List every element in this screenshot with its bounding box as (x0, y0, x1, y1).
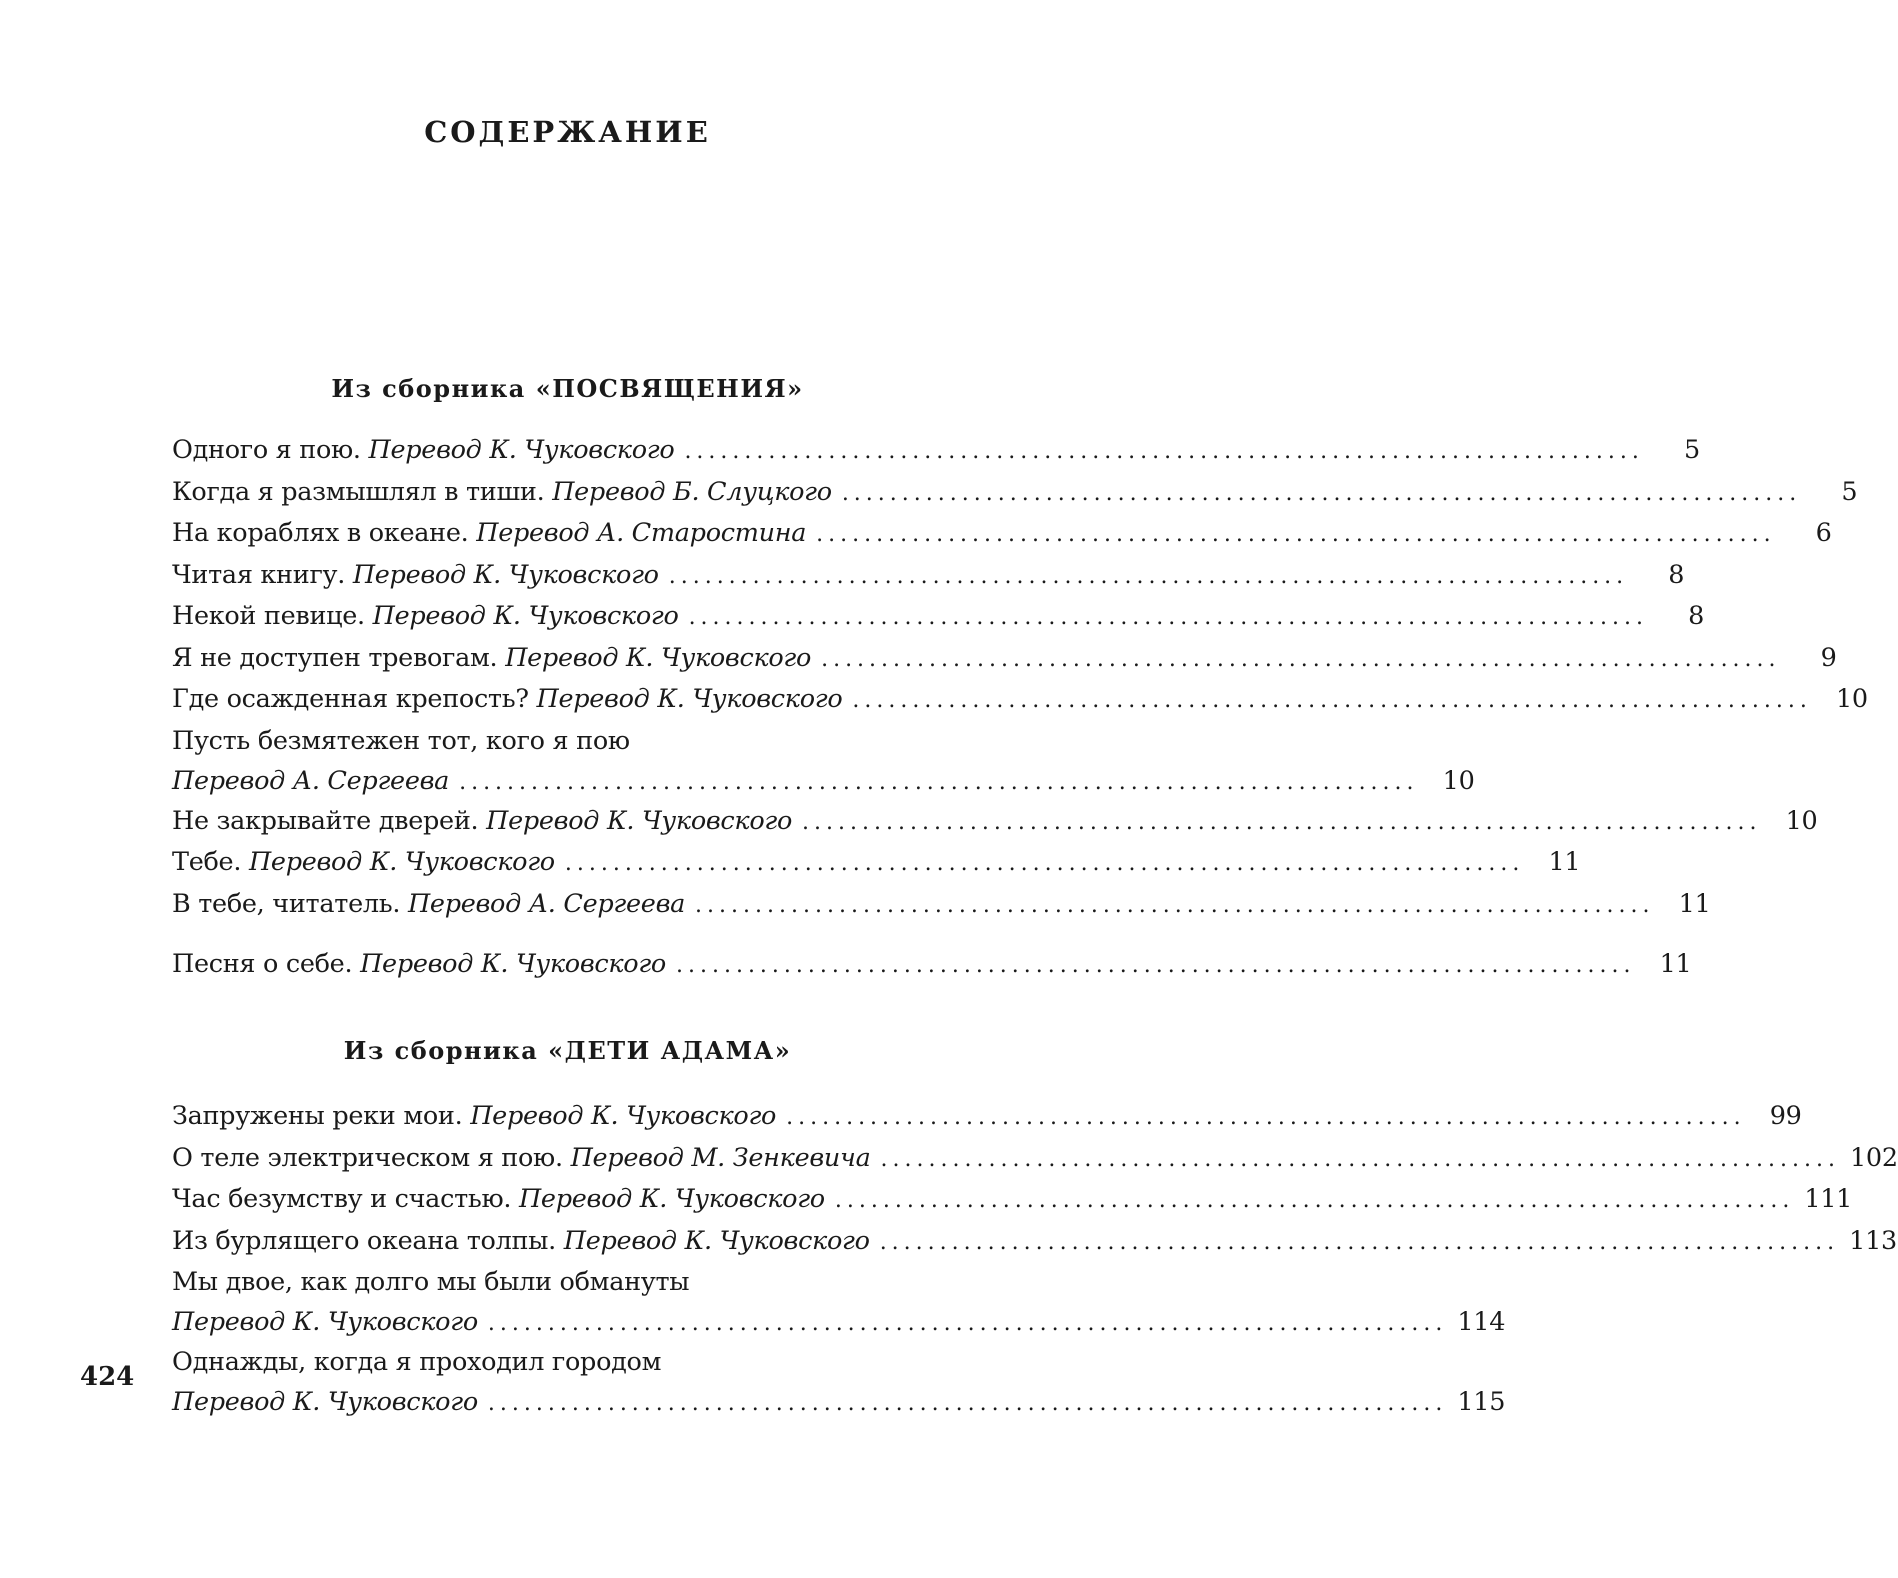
dot-leader: ................................................................................ (880, 1146, 1840, 1172)
toc-entry[interactable] (172, 721, 1475, 801)
entry-translator: Перевод К. Чуковского (368, 435, 675, 465)
entry-page: 113 (1849, 1225, 1897, 1256)
entry-title: Из бурлящего океана толпы. (172, 1225, 556, 1256)
page-number: 424 (80, 1362, 135, 1392)
entry-page: 102 (1849, 1142, 1898, 1173)
entry-translator: Перевод Б. Слуцкого (552, 476, 832, 507)
entry-page: 114 (1457, 1307, 1506, 1337)
dot-leader: ................................................................................ (841, 480, 1802, 506)
toc-entry[interactable] (172, 430, 1700, 472)
dot-leader: ................................................................................ (879, 1229, 1840, 1255)
toc-entry[interactable] (172, 679, 1868, 721)
entry-title: Когда я размышлял в тиши. (172, 476, 545, 507)
entry-translator: Перевод К. Чуковского (352, 559, 659, 590)
entry-title: Не закрывайте дверей. (172, 805, 479, 836)
toc-entry[interactable] (172, 1179, 1853, 1221)
entry-page: 10 (1442, 765, 1475, 796)
dot-leader: ................................................................................ (786, 1105, 1746, 1130)
entry-page: 5 (1683, 435, 1700, 465)
dot-leader: ................................................................................ (668, 563, 1629, 589)
toc-entry[interactable] (172, 1262, 1506, 1342)
toc-list-posvyashcheniya (172, 430, 1868, 986)
entry-page: 8 (1688, 601, 1705, 631)
dot-leader: ................................................................................ (816, 522, 1776, 547)
toc-entry[interactable] (172, 472, 1858, 514)
dot-leader: ................................................................................ (802, 809, 1762, 835)
entry-title: Одного я пою. (172, 435, 361, 465)
toc-entry[interactable] (172, 1221, 1897, 1263)
dot-leader: ................................................................................ (675, 953, 1636, 978)
entry-page: 8 (1668, 559, 1685, 590)
toc-entry[interactable] (172, 638, 1837, 680)
entry-title: Где осажденная крепость? (172, 684, 529, 714)
entry-translator: Перевод К. Чуковского (536, 684, 843, 714)
entry-page: 11 (1659, 949, 1692, 979)
toc-entry[interactable] (172, 1096, 1802, 1138)
toc-entry[interactable] (172, 596, 1705, 638)
dot-leader: ................................................................................ (459, 769, 1419, 795)
entry-page: 10 (1836, 684, 1868, 714)
entry-translator: Перевод К. Чуковского (248, 847, 555, 877)
entry-title: Некой певице. (172, 601, 365, 631)
entry-translator: Перевод А. Сергеева (172, 765, 450, 796)
dot-leader: ................................................................................ (487, 1391, 1448, 1416)
entry-translator: Перевод К. Чуковского (518, 1184, 825, 1214)
entry-title: Пусть безмятежен тот, кого я пою (172, 725, 630, 756)
toc-entry[interactable] (172, 1342, 1506, 1422)
entry-translator: Перевод К. Чуковского (360, 949, 666, 979)
entry-page: 6 (1815, 518, 1832, 548)
entry-translator: Перевод К. Чуковского (486, 805, 793, 836)
toc-entry[interactable] (172, 842, 1581, 884)
page-title: СОДЕРЖАНИЕ (424, 115, 711, 149)
entry-title: Час безумству и счастью. (172, 1184, 512, 1214)
entry-page: 99 (1769, 1101, 1802, 1131)
entry-page: 115 (1457, 1387, 1506, 1417)
toc-entry[interactable] (172, 555, 1685, 597)
entry-title: В тебе, читатель. (172, 888, 401, 919)
entry-title: Читая книгу. (172, 559, 346, 590)
dot-leader: ................................................................................ (695, 892, 1655, 918)
toc-entry[interactable] (172, 944, 1692, 986)
toc-list-deti-adama (172, 1096, 1898, 1422)
entry-translator: Перевод М. Зенкевича (570, 1142, 871, 1173)
entry-translator: Перевод К. Чуковского (470, 1101, 777, 1131)
entry-translator: Перевод А. Сергеева (407, 888, 686, 919)
entry-title: Однажды, когда я проходил городом (172, 1347, 662, 1377)
entry-title: Тебе. (172, 847, 242, 877)
section-title-posvyashcheniya: Из сборника «ПОСВЯЩЕНИЯ» (331, 374, 804, 403)
dot-leader: ................................................................................ (852, 688, 1812, 713)
entry-title: Песня о себе. (172, 949, 353, 979)
dot-leader: ................................................................................ (564, 851, 1525, 876)
entry-page: 10 (1785, 805, 1818, 836)
toc-entry[interactable] (172, 1138, 1898, 1180)
entry-title: Запружены реки мои. (172, 1101, 463, 1131)
entry-page: 11 (1678, 888, 1711, 919)
entry-title: О теле электрическом я пою. (172, 1142, 563, 1173)
entry-translator: Перевод К. Чуковского (172, 1307, 478, 1337)
entry-translator: Перевод К. Чуковского (372, 601, 679, 631)
toc-entry[interactable] (172, 884, 1711, 926)
dot-leader: ................................................................................ (834, 1188, 1795, 1213)
entry-title: На кораблях в океане. (172, 518, 469, 548)
entry-page: 5 (1841, 476, 1858, 507)
toc-entry[interactable] (172, 801, 1818, 843)
entry-translator: Перевод А. Старостина (476, 518, 807, 548)
entry-title: Я не доступен тревогам. (172, 642, 498, 673)
dot-leader: ................................................................................ (688, 605, 1649, 630)
entry-page: 111 (1804, 1184, 1853, 1214)
toc-entry[interactable] (172, 513, 1832, 555)
entry-translator: Перевод К. Чуковского (505, 642, 812, 673)
dot-leader: ................................................................................ (821, 646, 1781, 672)
entry-translator: Перевод К. Чуковского (172, 1387, 478, 1417)
entry-title: Мы двое, как долго мы были обмануты (172, 1267, 690, 1297)
entry-translator: Перевод К. Чуковского (563, 1225, 870, 1256)
dot-leader: ................................................................................ (487, 1311, 1448, 1336)
dot-leader: ................................................................................ (684, 439, 1644, 464)
section-title-deti-adama: Из сборника «ДЕТИ АДАМА» (343, 1036, 792, 1065)
entry-page: 9 (1820, 642, 1837, 673)
entry-page: 11 (1548, 847, 1581, 877)
